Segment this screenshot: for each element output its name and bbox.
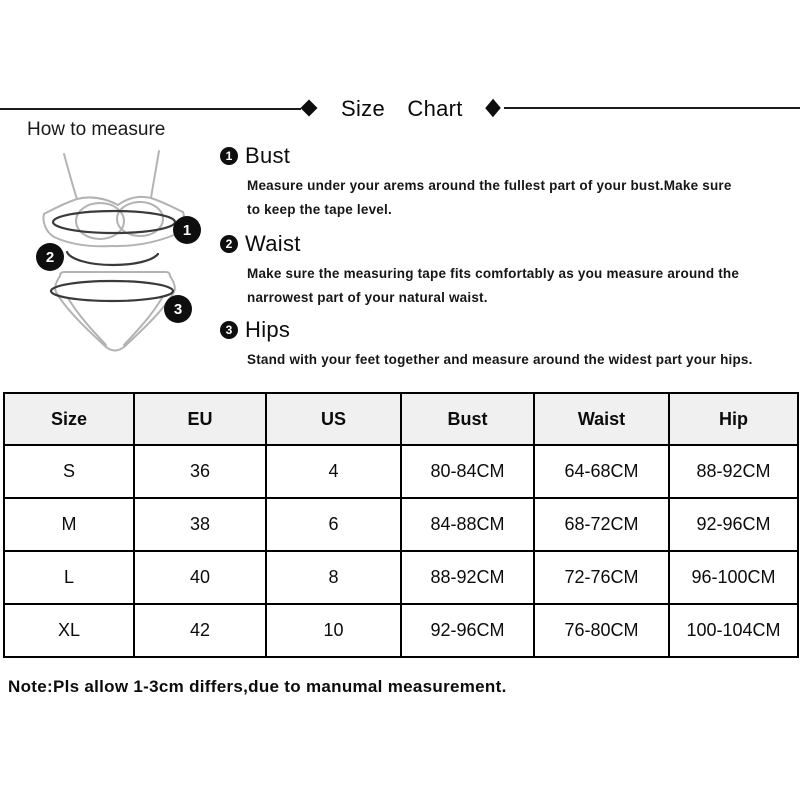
measurement-note: Note:Pls allow 1-3cm differs,due to manumal measurement. bbox=[8, 677, 507, 696]
table-cell: 80-84CM bbox=[401, 445, 534, 498]
section-waist-line2: narrowest part of your natural waist. bbox=[247, 290, 488, 305]
table-cell: 6 bbox=[266, 498, 401, 551]
section-bust-text bbox=[247, 174, 732, 222]
badge-2-icon: 2 bbox=[220, 235, 238, 253]
table-cell: 64-68CM bbox=[534, 445, 669, 498]
table-cell: 88-92CM bbox=[669, 445, 798, 498]
table-cell: 4 bbox=[266, 445, 401, 498]
table-row bbox=[4, 498, 798, 551]
section-hips-heading bbox=[220, 317, 753, 343]
table-row bbox=[4, 551, 798, 604]
header-rule-left bbox=[0, 108, 301, 110]
badge-3-icon: 3 bbox=[220, 321, 238, 339]
hip-measure-ellipse bbox=[51, 281, 173, 301]
section-waist-text bbox=[247, 262, 739, 310]
table-cell: 40 bbox=[134, 551, 266, 604]
section-waist-heading bbox=[220, 231, 739, 257]
svg-text:1: 1 bbox=[182, 222, 192, 239]
badge-1-icon: 1 bbox=[220, 147, 238, 165]
table-cell: L bbox=[4, 551, 134, 604]
section-bust-heading bbox=[220, 143, 732, 169]
table-cell: 8 bbox=[266, 551, 401, 604]
diagram-badge-1 bbox=[173, 216, 201, 244]
table-cell: XL bbox=[4, 604, 134, 657]
table-cell: 88-92CM bbox=[401, 551, 534, 604]
size-table bbox=[3, 392, 799, 658]
section-bust-line1: Measure under your arems around the fullest part of your bust.Make sure bbox=[247, 178, 732, 193]
waist-measure-arc bbox=[67, 252, 158, 265]
table-row bbox=[4, 604, 798, 657]
table-cell: 96-100CM bbox=[669, 551, 798, 604]
table-header-us: US bbox=[266, 393, 401, 445]
table-cell: M bbox=[4, 498, 134, 551]
svg-text:3: 3 bbox=[173, 301, 183, 318]
section-bust-line2: to keep the tape level. bbox=[247, 202, 392, 217]
diagram-badge-2 bbox=[36, 243, 64, 271]
section-hips bbox=[220, 317, 753, 372]
table-cell: 100-104CM bbox=[669, 604, 798, 657]
section-bust-title: Bust bbox=[245, 143, 291, 168]
table-cell: S bbox=[4, 445, 134, 498]
section-waist-line1: Make sure the measuring tape fits comfortably as you measure around the bbox=[247, 266, 740, 281]
table-header-hip: Hip bbox=[669, 393, 798, 445]
table-cell: 36 bbox=[134, 445, 266, 498]
table-header-row bbox=[4, 393, 798, 445]
table-cell: 92-96CM bbox=[401, 604, 534, 657]
section-hips-title: Hips bbox=[245, 317, 291, 342]
svg-text:2: 2 bbox=[45, 249, 55, 266]
diamond-icon bbox=[485, 99, 501, 118]
how-to-measure-label: How to measure bbox=[27, 119, 166, 140]
table-row bbox=[4, 445, 798, 498]
header-rule-right bbox=[504, 107, 800, 109]
diamond-icon bbox=[301, 100, 318, 117]
table-cell: 10 bbox=[266, 604, 401, 657]
table-header-eu: EU bbox=[134, 393, 266, 445]
section-waist bbox=[220, 231, 739, 310]
table-cell: 72-76CM bbox=[534, 551, 669, 604]
table-cell: 42 bbox=[134, 604, 266, 657]
table-header-size: Size bbox=[4, 393, 134, 445]
bikini-measure-diagram bbox=[18, 142, 223, 382]
table-cell: 84-88CM bbox=[401, 498, 534, 551]
page-title: Size Chart bbox=[341, 96, 463, 121]
table-cell: 38 bbox=[134, 498, 266, 551]
table-header-waist: Waist bbox=[534, 393, 669, 445]
diagram-badge-3 bbox=[164, 295, 192, 323]
bust-measure-ellipse bbox=[53, 211, 175, 233]
table-cell: 76-80CM bbox=[534, 604, 669, 657]
section-waist-title: Waist bbox=[245, 231, 301, 256]
section-hips-line1: Stand with your feet together and measure around the widest part your hips. bbox=[247, 352, 753, 367]
table-header-bust: Bust bbox=[401, 393, 534, 445]
section-hips-text bbox=[247, 348, 753, 372]
table-cell: 68-72CM bbox=[534, 498, 669, 551]
section-bust bbox=[220, 143, 732, 222]
table-cell: 92-96CM bbox=[669, 498, 798, 551]
